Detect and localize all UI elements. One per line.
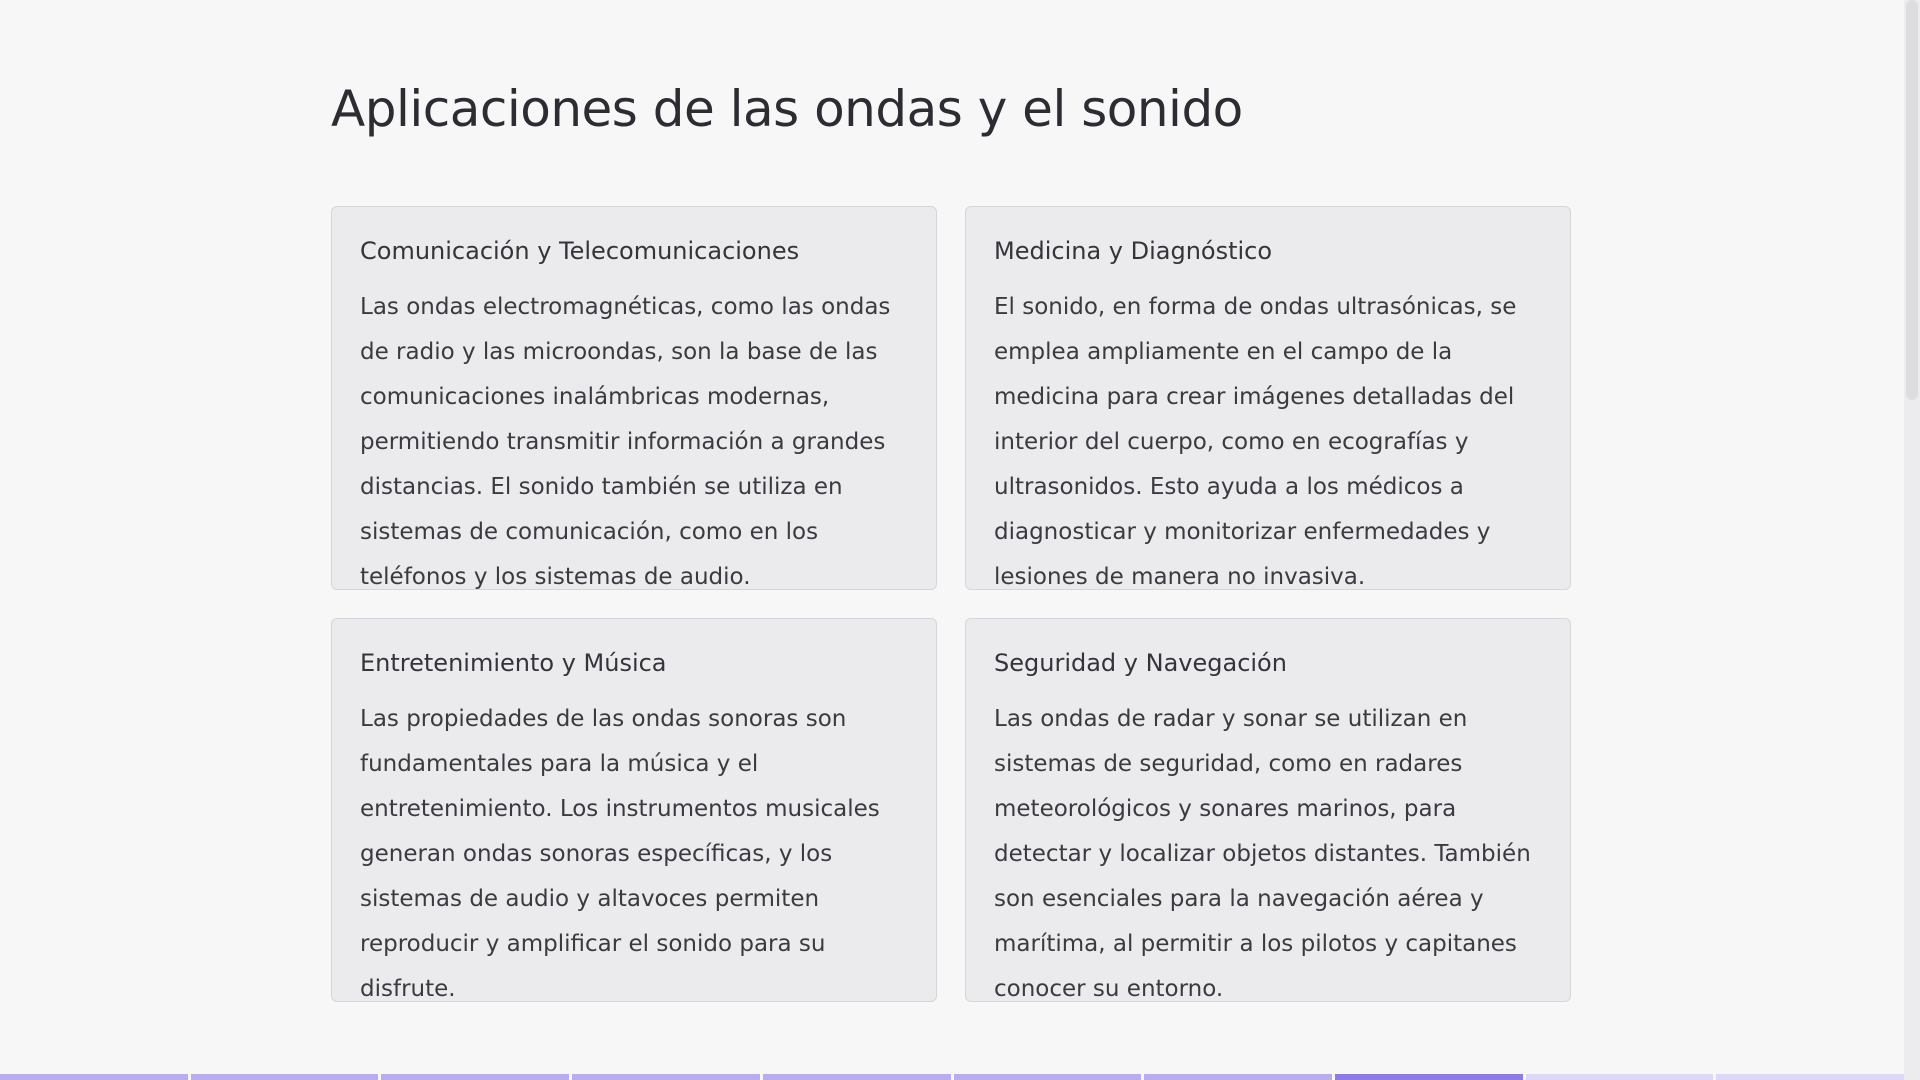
- progress-segment[interactable]: [191, 1074, 379, 1080]
- card-title: Medicina y Diagnóstico: [994, 237, 1273, 265]
- card-comunicacion: [331, 206, 937, 590]
- scrollbar-thumb[interactable]: [1906, 0, 1918, 400]
- progress-segment[interactable]: [954, 1074, 1142, 1080]
- progress-segment[interactable]: [572, 1074, 760, 1080]
- cards-grid: [331, 206, 1571, 1002]
- card-text: Las ondas de radar y sonar se utilizan en sistemas de seguridad, como en radares meteorológicos y sonares marinos, para detectar y localizar objetos distantes. También son esenciales para la navegación aérea y marítima, al permitir a los pilotos y capitanes conocer su entorno.: [994, 706, 1531, 1002]
- card-text: Las propiedades de las ondas sonoras son fundamentales para la música y el entretenimiento. Los instrumentos musicales generan ondas sonoras específicas, y los sistemas de audio y altavoces permiten reproducir y amplificar el sonido para su disfrute.: [360, 706, 880, 1002]
- card-text: El sonido, en forma de ondas ultrasónicas, se emplea ampliamente en el campo de la medicina para crear imágenes detalladas del interior del cuerpo, como en ecografías y ultrasonidos. Esto ayuda a los médicos a diagnosticar y monitorizar enfermedades y lesiones de manera no invasiva.: [994, 294, 1517, 590]
- card-seguridad: [965, 618, 1571, 1002]
- progress-segment[interactable]: [0, 1074, 188, 1080]
- progress-segment[interactable]: [1716, 1074, 1904, 1080]
- card-title: Entretenimiento y Música: [360, 649, 667, 677]
- card-title: Comunicación y Telecomunicaciones: [360, 237, 800, 265]
- page-title: Aplicaciones de las ondas y el sonido: [331, 80, 1243, 138]
- card-medicina: [965, 206, 1571, 590]
- progress-segment[interactable]: [763, 1074, 951, 1080]
- card-title: Seguridad y Navegación: [994, 649, 1287, 677]
- progress-segment[interactable]: [1335, 1074, 1523, 1080]
- card-entretenimiento: [331, 618, 937, 1002]
- progress-segment[interactable]: [1144, 1074, 1332, 1080]
- progress-segment[interactable]: [381, 1074, 569, 1080]
- card-text: Las ondas electromagnéticas, como las ondas de radio y las microondas, son la base de las comunicaciones inalámbricas modernas, permitiendo transmitir información a grandes distancias. El sonido también se utiliza en sistemas de comunicación, como en los teléfonos y los sistemas de audio.: [360, 294, 891, 590]
- vertical-scrollbar[interactable]: [1904, 0, 1920, 1080]
- progress-segment[interactable]: [1526, 1074, 1714, 1080]
- slide-progress-bar[interactable]: [0, 1074, 1904, 1080]
